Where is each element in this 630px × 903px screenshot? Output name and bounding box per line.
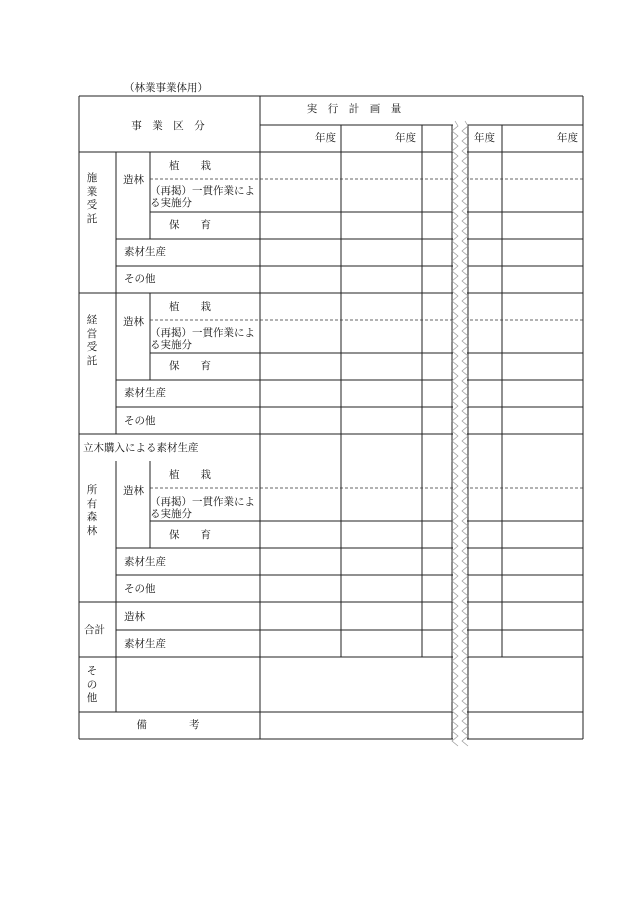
year-column-1: 年度 [315,132,336,144]
row-other: その他 [124,583,156,595]
row-planting: 植 栽 [169,160,211,172]
row-total-material: 素材生産 [124,638,166,650]
row-reposted: （再掲）一貫作業による実施分 [150,496,255,520]
header-plan: 実 行 計 画 量 [306,103,402,115]
row-remarks: 備 考 [136,719,200,731]
row-reposted: （再掲）一貫作業による実施分 [150,185,255,209]
zorin-label-mid: 造林 [123,316,144,328]
zorin-label-bottom: 造林 [123,485,144,497]
row-tending: 保 育 [169,529,211,541]
header-category: 事 業 区 分 [131,120,205,132]
year-column-4: 年度 [557,132,578,144]
group-label-total: 合計 [84,624,105,636]
row-reposted: （再掲）一貫作業による実施分 [150,327,255,351]
year-column-3: 年度 [474,132,495,144]
row-material: 素材生産 [124,556,166,568]
group-label-keiei: 経営受託 [86,314,98,367]
row-material: 素材生産 [124,246,166,258]
row-other: その他 [124,415,156,427]
row-other: その他 [124,273,156,285]
zorin-label-top: 造林 [123,174,144,186]
year-column-2: 年度 [395,132,416,144]
row-planting: 植 栽 [169,301,211,313]
row-tending: 保 育 [169,219,211,231]
row-total-zorin: 造林 [124,611,145,623]
row-tending: 保 育 [169,360,211,372]
group-label-shoyu: 所有森林 [86,484,98,537]
form-caption: （林業事業体用） [124,82,208,94]
row-material: 素材生産 [124,387,166,399]
row-misc: その他 [86,665,98,704]
row-planting: 植 栽 [169,469,211,481]
row-standing-timber: 立木購入による素材生産 [83,442,199,454]
group-label-sesaku: 施業受託 [86,172,98,225]
